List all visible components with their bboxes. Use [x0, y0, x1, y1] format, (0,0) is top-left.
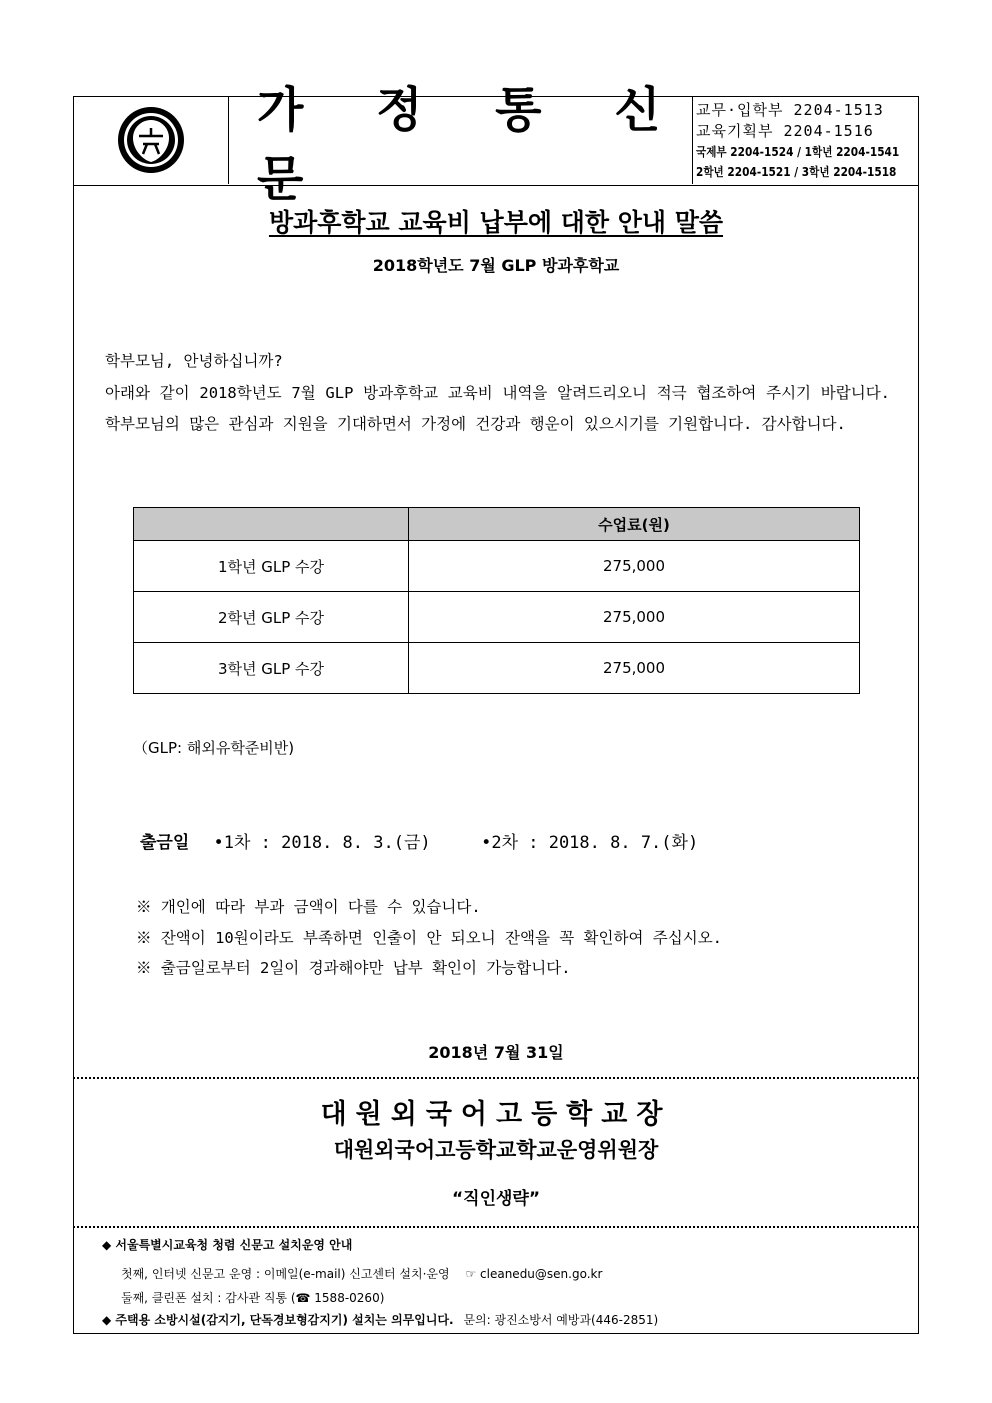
document-subtitle: 2018학년도 7월 GLP 방과후학교: [372, 256, 620, 275]
mail-icon: ☞: [465, 1267, 477, 1281]
footer-email-link[interactable]: cleanedu@sen.go.kr: [480, 1267, 603, 1281]
intro-body: 아래와 같이 2018학년도 7월 GLP 방과후학교 교육비 내역을 알려드리오니 적극 협조하여 주시기 바랍니다. 학부모님의 많은 관심과 지원을 기대하면서 가정에 건강과 행운이 있으시기를 기원합니다. 감사합니다.: [105, 383, 890, 433]
remark-item: ※ 출금일로부터 2일이 경과해야만 납부 확인이 가능합니다.: [136, 959, 571, 977]
remark-item: ※ 잔액이 10원이라도 부족하면 인출이 안 되오니 잔액을 꼭 확인하여 주십시오.: [136, 928, 723, 947]
contact-line: 국제부 2204-1524 / 1학년 2204-1541: [696, 145, 900, 159]
document-title: 방과후학교 교육비 납부에 대한 안내 말씀: [268, 208, 724, 237]
payment-first: •1차 : 2018. 8. 3.(금): [213, 833, 431, 853]
table-header-cell: 수업료(원): [409, 508, 860, 541]
glp-note: （GLP: 해외유학준비반): [133, 739, 295, 757]
payment-second: •2차 : 2018. 8. 7.(화): [481, 833, 699, 853]
committee-signature: 대원외국어고등학교학교운영위원장: [333, 1138, 659, 1162]
header: [73, 82, 919, 207]
footer-line: ◆ 서울특별시교육청 청렴 신문고 설치운영 안내: [102, 1238, 353, 1252]
issue-date: 2018년 7월 31일: [428, 1043, 564, 1062]
fee-table: [133, 507, 860, 694]
fee-cell: 275,000: [409, 592, 860, 643]
contact-line: 교무·입학부 2204-1513: [696, 101, 884, 119]
course-cell: 3학년 GLP 수강: [134, 643, 409, 694]
course-cell: 2학년 GLP 수강: [134, 592, 409, 643]
table-header-row: [134, 508, 860, 541]
principal-signature: 대원외국어고등학교장: [320, 1099, 672, 1130]
newsletter-title-cell: [229, 82, 693, 207]
school-emblem-icon: [115, 104, 187, 176]
fee-cell: 275,000: [409, 541, 860, 592]
payment-label: 출금일: [140, 833, 190, 853]
seal-note: “직인생략”: [451, 1189, 541, 1209]
table-header-cell: [134, 508, 409, 541]
payment-dates: [140, 828, 698, 853]
remark-item: ※ 개인에 따라 부과 금액이 다를 수 있습니다.: [136, 898, 481, 916]
course-cell: 1학년 GLP 수강: [134, 541, 409, 592]
table-row: [134, 541, 860, 592]
school-logo-cell: [73, 96, 229, 184]
table-row: [134, 643, 860, 694]
contact-line: 교육기획부 2204-1516: [696, 122, 874, 140]
fee-cell: 275,000: [409, 643, 860, 694]
divider: [73, 1226, 919, 1228]
newsletter-title: 가 정 통 신 문: [257, 82, 689, 207]
table-row: [134, 592, 860, 643]
divider: [73, 1077, 919, 1079]
footer-line: ◆ 주택용 소방시설(감지기, 단독경보형감지기) 설치는 의무입니다. 문의: 광진소방서 예방과(446-2851): [102, 1313, 659, 1327]
greeting: 학부모님, 안녕하십니까?: [105, 352, 283, 370]
contact-line: 2학년 2204-1521 / 3학년 2204-1518: [696, 165, 897, 179]
footer-line: 첫째, 인터넷 신문고 운영 : 이메일(e-mail) 신고센터 설치·운영 ☞ cleanedu@sen.go.kr: [121, 1267, 603, 1281]
remarks: [136, 892, 722, 984]
contact-info: [693, 96, 917, 184]
footer-line: 둘째, 클린폰 설치 : 감사관 직통 (☎ 1588-0260): [121, 1291, 385, 1305]
intro-paragraph: [105, 346, 890, 441]
